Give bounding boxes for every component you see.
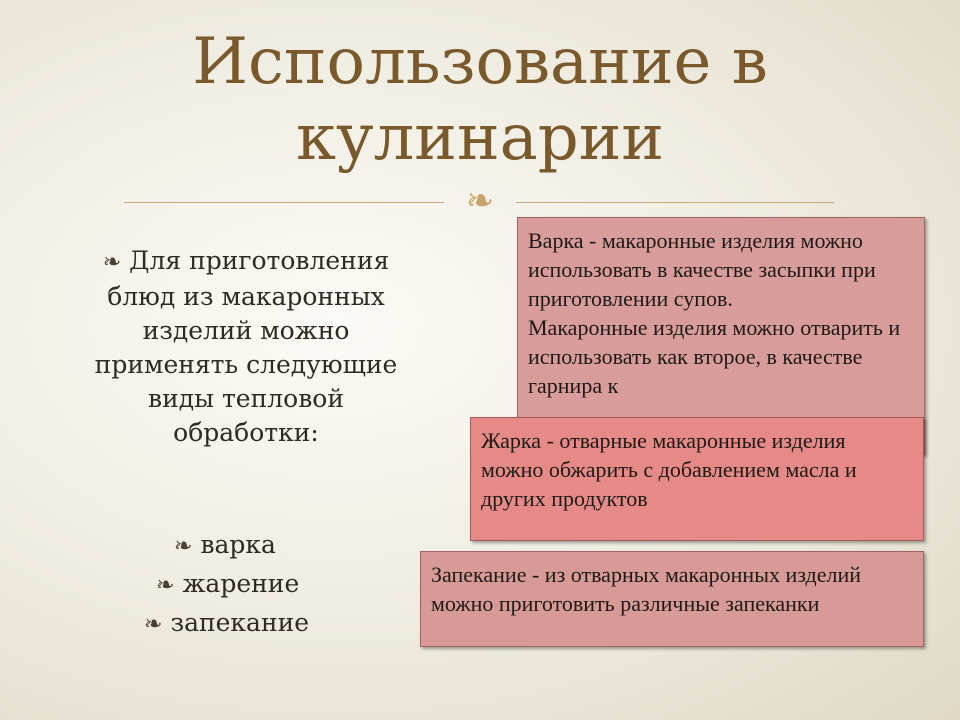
bullet-icon: ❧ <box>102 250 122 275</box>
sub-item-label: жарение <box>182 569 300 598</box>
frying-info-box <box>470 417 924 541</box>
main-bullet-text: Для приготовления блюд из макаронных изделий можно применять следующие виды тепловой обработки: <box>94 246 398 447</box>
main-bullet-item <box>86 244 406 450</box>
sub-item-baking <box>144 606 309 642</box>
boiling-text-2: Макаронные изделия можно отварить и использовать как второе, в качестве гарнира к <box>528 315 901 398</box>
sub-item-boiling <box>174 528 276 564</box>
boiling-text-1: Варка - макаронные изделия можно использовать в качестве засыпки при приготовлении супов. <box>528 228 876 311</box>
slide-title: Использование в кулинарии <box>192 25 768 175</box>
baking-info-box <box>420 551 924 647</box>
title-divider-right <box>516 202 834 203</box>
bullet-icon: ❧ <box>156 573 175 598</box>
bullet-icon: ❧ <box>144 612 163 637</box>
sub-item-frying <box>156 567 299 603</box>
sub-item-label: варка <box>200 530 276 559</box>
baking-text: Запекание - из отварных макаронных изделий можно приготовить различные запеканки <box>431 562 862 616</box>
title-divider-left <box>124 202 444 203</box>
frying-text: Жарка - отварные макаронные изделия можно обжарить с добавлением масла и других продуктов <box>481 428 857 511</box>
bullet-icon: ❧ <box>174 534 193 559</box>
sub-item-label: запекание <box>170 608 310 637</box>
ornament-icon: ❧ <box>465 183 495 220</box>
